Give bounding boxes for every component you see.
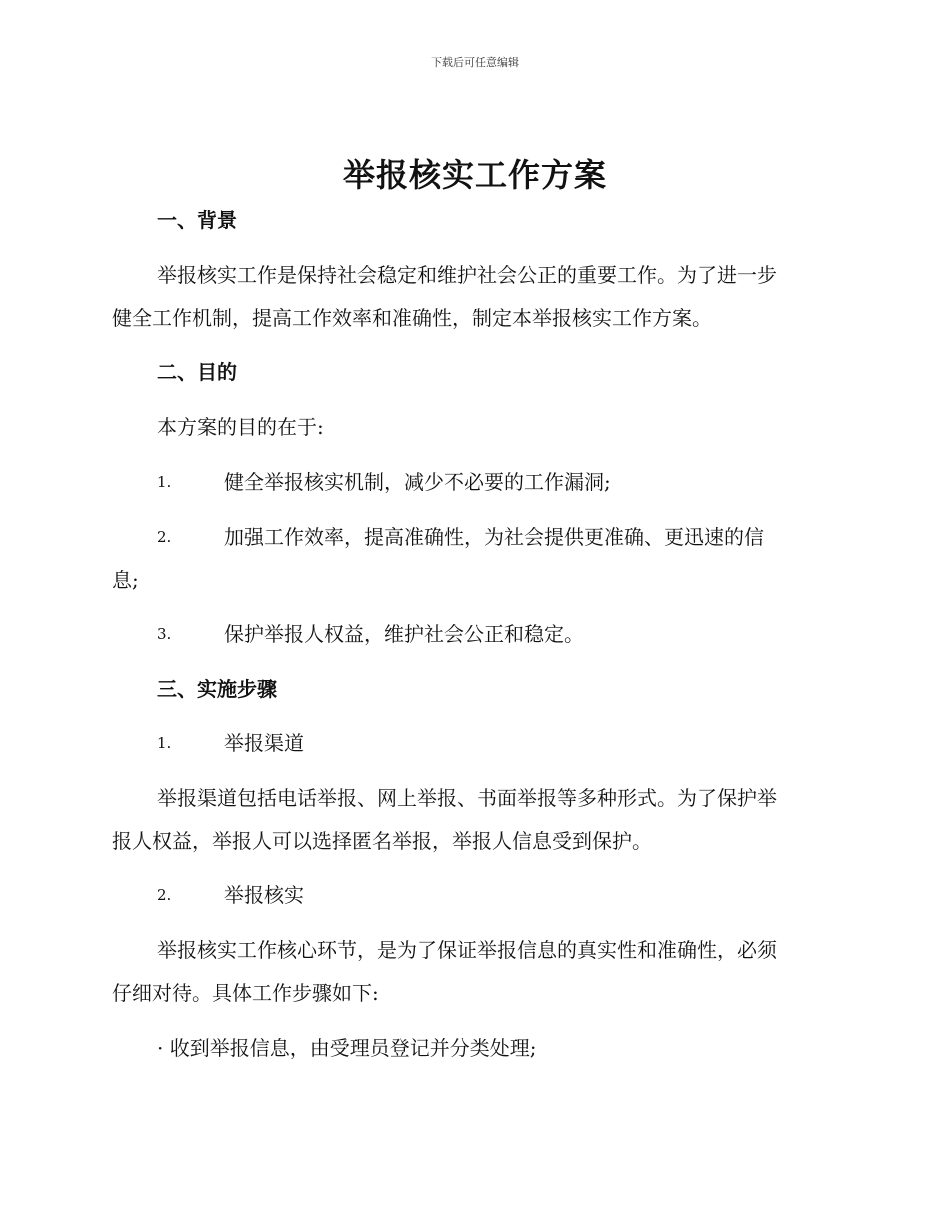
paragraph-line: 报人权益，举报人可以选择匿名举报，举报人信息受到保护。 <box>112 829 652 853</box>
list-number: 1. <box>157 734 172 752</box>
section-heading-purpose: 二、目的 <box>157 360 237 384</box>
paragraph-line: 仔细对待。具体工作步骤如下: <box>112 981 379 1005</box>
list-item-text: 加强工作效率，提高准确性，为社会提供更准确、更迅速的信 <box>224 525 764 549</box>
list-number: 2. <box>157 886 172 904</box>
section-heading-background: 一、背景 <box>157 208 237 232</box>
list-number: 1. <box>157 473 172 491</box>
paragraph-line: 举报渠道包括电话举报、网上举报、书面举报等多种形式。为了保护举 <box>157 786 777 810</box>
paragraph-line: 本方案的目的在于: <box>157 415 324 439</box>
list-item-text: 保护举报人权益，维护社会公正和稳定。 <box>224 622 584 646</box>
header-note: 下载后可任意编辑 <box>431 56 519 69</box>
list-item-text: 息; <box>112 568 139 592</box>
list-number: 2. <box>157 528 172 546</box>
paragraph-line: 健全工作机制，提高工作效率和准确性，制定本举报核实工作方案。 <box>112 306 712 330</box>
paragraph-line: 举报核实工作核心环节，是为了保证举报信息的真实性和准确性，必须 <box>157 938 777 962</box>
list-item-text: 健全举报核实机制，减少不必要的工作漏洞; <box>224 470 611 494</box>
section-heading-steps: 三、实施步骤 <box>157 677 277 701</box>
bullet-item: · 收到举报信息，由受理员登记并分类处理; <box>157 1036 537 1060</box>
paragraph-line: 举报核实工作是保持社会稳定和维护社会公正的重要工作。为了进一步 <box>157 263 777 287</box>
list-number: 3. <box>157 625 172 643</box>
subheading-report-channels: 举报渠道 <box>224 731 304 755</box>
subheading-report-verification: 举报核实 <box>224 883 304 907</box>
document-title: 举报核实工作方案 <box>342 156 607 194</box>
